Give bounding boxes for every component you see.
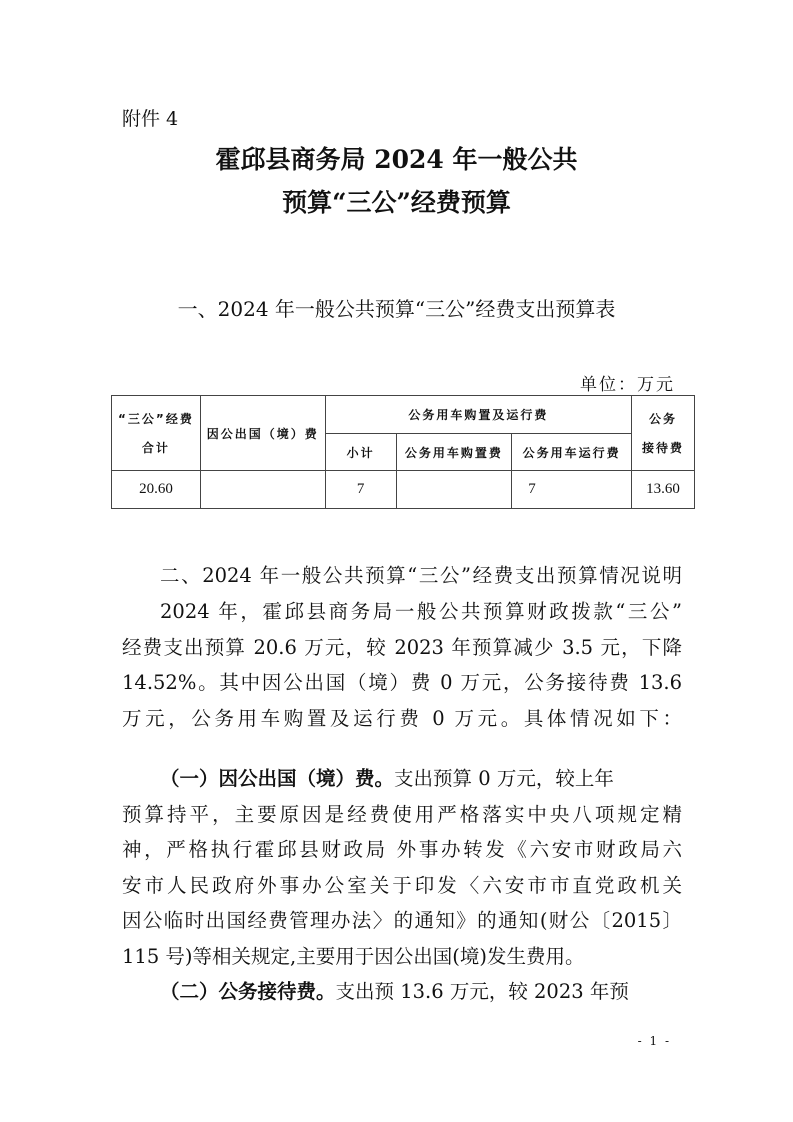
para-line-3: 14.52%。其中因公出国（境）费 0 万元，公务接待费 13.6 [122, 671, 682, 694]
cell-total: 20.60 [112, 471, 201, 509]
item1-line-4: 安市人民政府外事办公室关于印发〈六安市市直党政机关 [122, 874, 682, 897]
header-reception-line2: 接待费 [642, 441, 685, 455]
header-total-line1: “三公”经费 [118, 412, 194, 426]
header-reception-line1: 公务 [649, 412, 678, 426]
para-line-1: 2024 年，霍邱县商务局一般公共预算财政拨款“三公” [160, 600, 682, 623]
table-row [112, 471, 695, 509]
header-vehicle-group: 公务用车购置及运行费 [325, 396, 631, 434]
header-abroad: 因公出国（境）费 [200, 396, 325, 471]
item1-line-2: 预算持平，主要原因是经费使用严格落实中央八项规定精 [122, 803, 682, 826]
item1-heading: （一）因公出国（境）费。 [160, 767, 395, 790]
item1-line-5: 因公临时出国经费管理办法〉的通知》的通知(财公〔2015〕 [122, 909, 682, 932]
item2-first-rest: 支出预 13.6 万元，较 2023 年预 [335, 980, 629, 1003]
item2-first-line [160, 976, 682, 1004]
cell-abroad [200, 471, 325, 509]
cell-vehicle-purchase [396, 471, 512, 509]
header-vehicle-purchase: 公务用车购置费 [396, 434, 512, 471]
header-total-line2: 合计 [141, 441, 170, 455]
header-total [112, 396, 201, 471]
header-vehicle-subtotal: 小计 [325, 434, 396, 471]
unit-label: 单位：万元 [580, 375, 675, 395]
cell-vehicle-subtotal: 7 [325, 471, 396, 509]
section1-heading: 一、2024 年一般公共预算“三公”经费支出预算表 [177, 297, 616, 321]
item1-line-3: 神，严格执行霍邱县财政局 外事办转发《六安市财政局六 [122, 838, 682, 861]
header-vehicle-operation: 公务用车运行费 [512, 434, 632, 471]
item2-heading: （二）公务接待费。 [160, 980, 336, 1003]
attachment-label: 附件 4 [122, 108, 179, 130]
item1-first-line [160, 763, 682, 791]
para-line-2: 经费支出预算 20.6 万元，较 2023 年预算减少 3.5 元，下降 [122, 636, 682, 659]
cell-vehicle-operation: 7 [512, 471, 632, 509]
document-title-line1: 霍邱县商务局 2024 年一般公共 [215, 145, 578, 174]
item1-first-rest: 支出预算 0 万元，较上年 [394, 767, 614, 790]
page-number: - 1 - [637, 1034, 671, 1048]
para-line-4: 万元，公务用车购置及运行费 0 万元。具体情况如下： [122, 707, 682, 730]
header-reception [632, 396, 695, 471]
section2-heading: 二、2024 年一般公共预算“三公”经费支出预算情况说明 [160, 564, 682, 587]
document-title-line2: 预算“三公”经费预算 [282, 188, 511, 217]
item1-line-6: 115 号)等相关规定,主要用于因公出国(境)发生费用。 [122, 945, 585, 968]
cell-reception: 13.60 [632, 471, 695, 509]
budget-table [111, 395, 695, 509]
